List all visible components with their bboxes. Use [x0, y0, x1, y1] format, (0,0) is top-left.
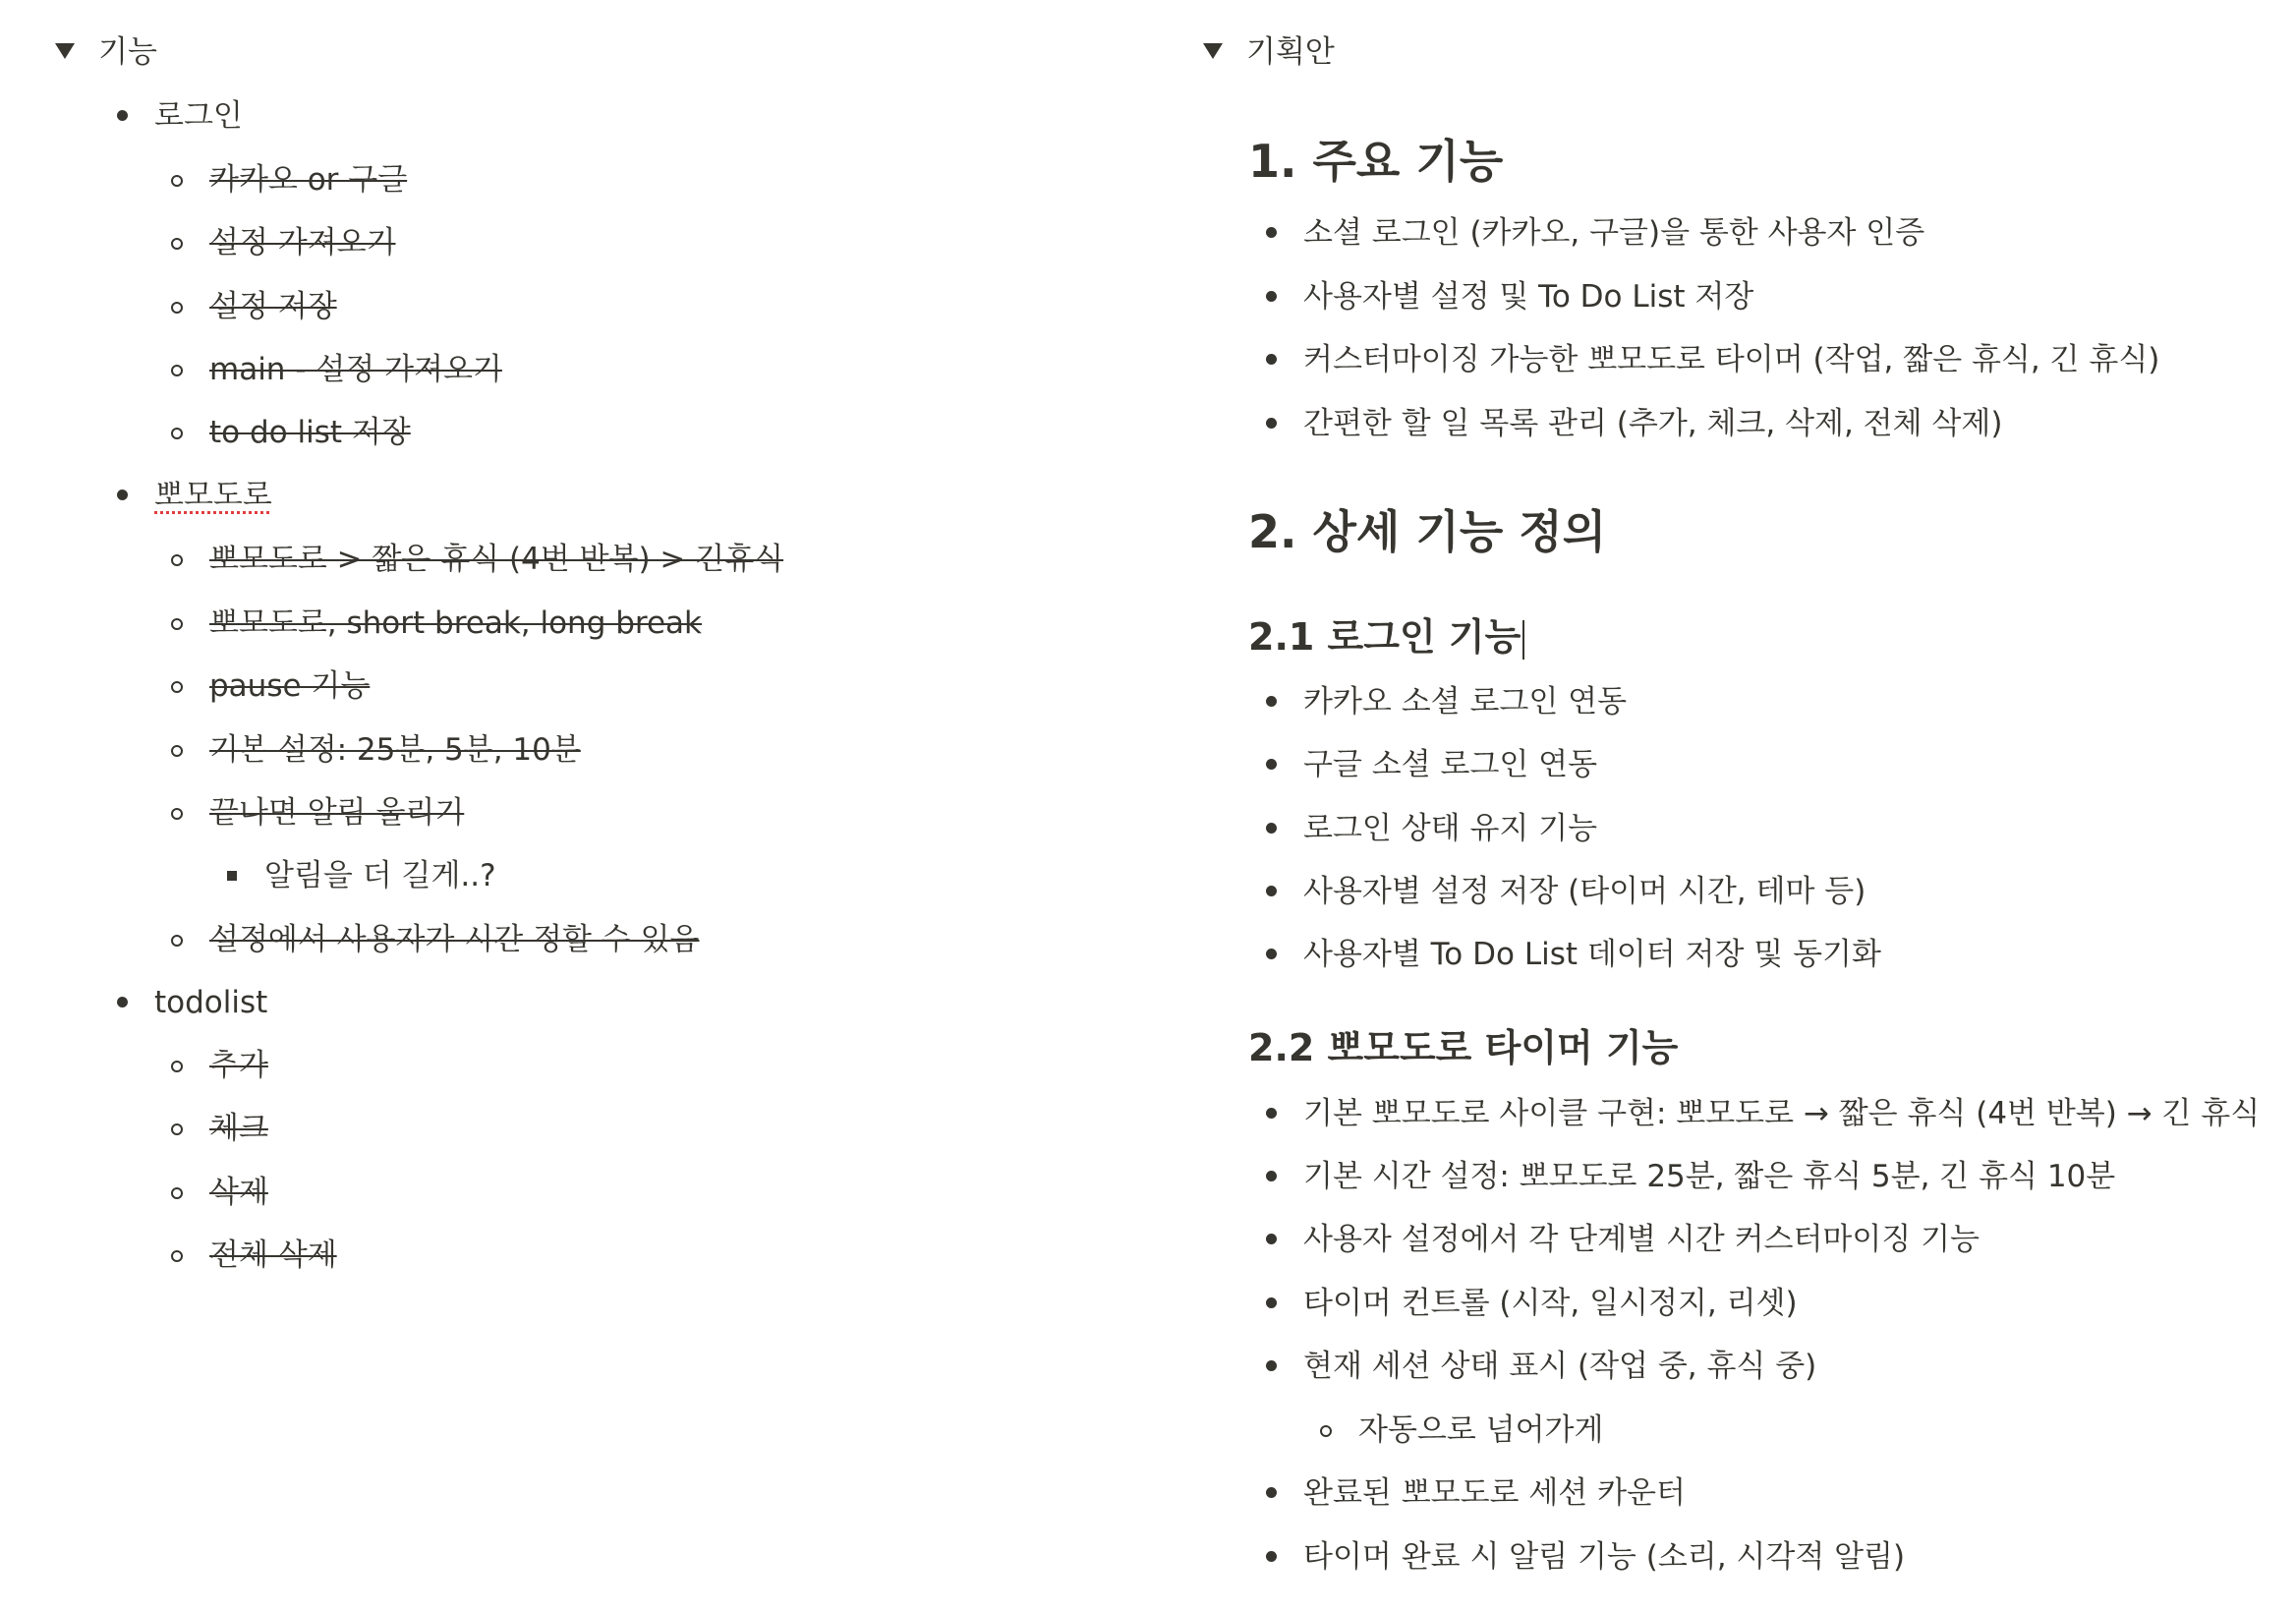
list-item-label: 알림을 더 길게..? — [264, 858, 496, 893]
hollow-bullet-icon — [171, 618, 183, 630]
hollow-bullet-icon — [171, 935, 183, 947]
list-item-label: 카카오 소셜 로그인 연동 — [1303, 684, 1628, 720]
list-item[interactable] — [209, 793, 464, 833]
list-item-label: 현재 세션 상태 표시 (작업 중, 휴식 중) — [1303, 1349, 1817, 1384]
heading-pomodoro-timer: 2.2 뽀모도로 타이머 기능 — [1248, 1026, 1679, 1069]
list-item[interactable] — [209, 287, 337, 326]
hollow-bullet-icon — [171, 745, 183, 757]
hollow-bullet-icon — [171, 1123, 183, 1135]
list-item-label: 타이머 컨트롤 (시작, 일시정지, 리셋) — [1303, 1286, 1798, 1321]
list-item-label: 삭제 — [209, 1175, 268, 1210]
bullet-icon — [117, 489, 128, 500]
list-item[interactable] — [209, 1236, 337, 1275]
toggle-features[interactable] — [55, 32, 157, 72]
list-item-label: 구글 소셜 로그인 연동 — [1303, 747, 1598, 782]
list-item[interactable] — [1303, 1220, 1980, 1259]
toggle-plan[interactable] — [1203, 32, 1335, 72]
list-item-label: 설정 가져오기 — [209, 225, 396, 260]
hollow-bullet-icon — [171, 302, 183, 314]
list-item[interactable] — [209, 1173, 268, 1212]
bullet-icon — [1266, 1234, 1277, 1244]
list-item-label: 로그인 상태 유지 기능 — [1303, 811, 1598, 846]
bullet-icon — [1266, 823, 1277, 834]
list-item-label: 타이머 완료 시 알림 기능 (소리, 시각적 알림) — [1303, 1539, 1906, 1575]
square-bullet-icon — [227, 871, 237, 881]
hollow-bullet-icon — [171, 1250, 183, 1262]
list-item[interactable] — [209, 730, 581, 770]
list-item-label: to do list 저장 — [209, 415, 411, 450]
toggle-label: 기능 — [98, 34, 157, 70]
bullet-icon — [1266, 1487, 1277, 1498]
list-item[interactable] — [1303, 404, 2002, 443]
list-item[interactable] — [209, 666, 370, 706]
list-item-label: todolist — [154, 985, 268, 1020]
heading-main-features: 1. 주요 기능 — [1248, 135, 1504, 188]
heading-label: 2.1 로그인 기능 — [1248, 615, 1521, 659]
list-item-label: 끝나면 알림 울리기 — [209, 795, 465, 831]
list-item[interactable] — [209, 1046, 268, 1085]
bullet-icon — [1266, 886, 1277, 896]
list-item[interactable] — [1303, 935, 1881, 974]
hollow-bullet-icon — [171, 365, 183, 376]
list-item-label: 기본 뽀모도로 사이클 구현: 뽀모도로 → 짧은 휴식 (4번 반복) → 긴 휴식 — [1303, 1096, 2261, 1131]
list-item[interactable] — [1303, 277, 1753, 317]
list-item[interactable] — [1303, 745, 1597, 784]
list-item-label: 기본 설정: 25분, 5분, 10분 — [209, 732, 581, 768]
bullet-icon — [1266, 759, 1277, 770]
list-item[interactable] — [209, 540, 783, 579]
list-item[interactable] — [209, 1109, 268, 1148]
list-item-pomodoro[interactable] — [154, 476, 272, 515]
list-item[interactable] — [1303, 1347, 1816, 1386]
hollow-bullet-icon — [171, 808, 183, 820]
heading-detail-features: 2. 상세 기능 정의 — [1248, 505, 1607, 558]
list-item[interactable] — [209, 604, 702, 643]
bullet-icon — [1266, 1551, 1277, 1562]
list-item-label: 자동으로 넘어가게 — [1358, 1412, 1604, 1448]
text-cursor — [1522, 620, 1524, 660]
heading-login[interactable] — [1248, 613, 1524, 661]
list-item[interactable] — [1303, 1473, 1686, 1513]
hollow-bullet-icon — [171, 1061, 183, 1072]
list-item[interactable] — [1303, 1284, 1798, 1323]
list-item-label: 기본 시간 설정: 뽀모도로 25분, 짧은 휴식 5분, 긴 휴식 10분 — [1303, 1159, 2116, 1194]
toggle-triangle-icon[interactable] — [55, 43, 75, 59]
list-item[interactable] — [1303, 340, 2159, 379]
list-item-label: 로그인 — [154, 98, 243, 134]
list-item-label: 사용자별 설정 및 To Do List 저장 — [1303, 279, 1754, 315]
list-item[interactable] — [1303, 1157, 2115, 1196]
list-item-label: 사용자별 설정 저장 (타이머 시간, 테마 등) — [1303, 874, 1866, 909]
list-item[interactable] — [1303, 213, 1924, 253]
list-item-label: 사용자 설정에서 각 단계별 시간 커스터마이징 기능 — [1303, 1222, 1980, 1257]
hollow-bullet-icon — [171, 428, 183, 439]
hollow-bullet-icon — [171, 681, 183, 693]
list-item-label: 설정 저장 — [209, 289, 337, 324]
list-item[interactable] — [1358, 1410, 1603, 1450]
bullet-icon — [1266, 291, 1277, 302]
list-item[interactable] — [264, 856, 496, 895]
bullet-icon — [1266, 1360, 1277, 1371]
hollow-bullet-icon — [171, 175, 183, 187]
list-item-label: 카카오 or 구글 — [209, 162, 408, 198]
bullet-icon — [1266, 1108, 1277, 1119]
list-item-label: 간편한 할 일 목록 관리 (추가, 체크, 삭제, 전체 삭제) — [1303, 406, 2003, 441]
list-item-label: main - 설정 가져오기 — [209, 352, 502, 387]
list-item[interactable] — [209, 160, 407, 200]
bullet-icon — [1266, 227, 1277, 238]
list-item-todolist[interactable] — [154, 983, 267, 1022]
hollow-bullet-icon — [1320, 1425, 1332, 1437]
list-item[interactable] — [1303, 872, 1866, 911]
list-item[interactable] — [209, 350, 502, 389]
list-item-label: 전체 삭제 — [209, 1238, 337, 1273]
bullet-icon — [1266, 1297, 1277, 1308]
list-item[interactable] — [209, 413, 411, 452]
list-item-label: 사용자별 To Do List 데이터 저장 및 동기화 — [1303, 937, 1881, 972]
list-item[interactable] — [209, 223, 396, 262]
toggle-triangle-icon[interactable] — [1203, 43, 1223, 59]
list-item-login[interactable] — [154, 96, 243, 136]
bullet-icon — [1266, 949, 1277, 959]
list-item-label: 뽀모도로 — [154, 478, 272, 513]
list-item-label: 커스터마이징 가능한 뽀모도로 타이머 (작업, 짧은 휴식, 긴 휴식) — [1303, 342, 2160, 377]
list-item[interactable] — [1303, 1094, 2260, 1133]
bullet-icon — [117, 997, 128, 1008]
list-item-label: 체크 — [209, 1111, 268, 1146]
list-item-label: 설정에서 사용자가 시간 정할 수 있음 — [209, 922, 700, 957]
list-item[interactable] — [209, 920, 699, 959]
list-item-label: 뽀모도로 > 짧은 휴식 (4번 반복) > 긴휴식 — [209, 542, 784, 577]
hollow-bullet-icon — [171, 554, 183, 566]
list-item[interactable] — [1303, 1537, 1905, 1577]
list-item-label: 완료된 뽀모도로 세션 카운터 — [1303, 1475, 1686, 1511]
list-item[interactable] — [1303, 809, 1597, 848]
list-item-label: 뽀모도로, short break, long break — [209, 605, 703, 641]
list-item-label: 소셜 로그인 (카카오, 구글)을 통한 사용자 인증 — [1303, 215, 1925, 251]
bullet-icon — [1266, 1171, 1277, 1181]
bullet-icon — [1266, 354, 1277, 365]
bullet-icon — [1266, 418, 1277, 429]
hollow-bullet-icon — [171, 1187, 183, 1199]
bullet-icon — [1266, 696, 1277, 707]
hollow-bullet-icon — [171, 238, 183, 250]
list-item-label: pause 기능 — [209, 668, 371, 704]
list-item[interactable] — [1303, 682, 1627, 721]
bullet-icon — [117, 110, 128, 121]
list-item-label: 추가 — [209, 1048, 268, 1083]
toggle-label: 기획안 — [1246, 34, 1335, 70]
